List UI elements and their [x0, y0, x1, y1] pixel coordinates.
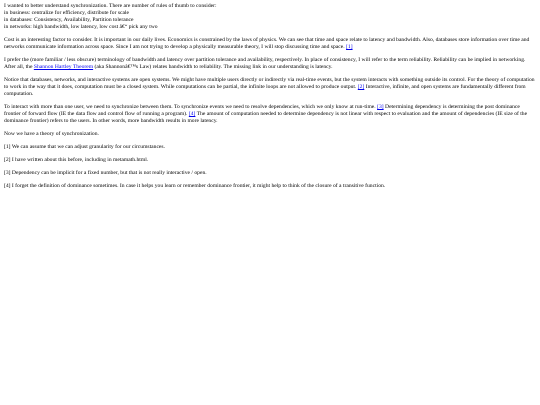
synchronize-text-1: To interact with more than one user, we need to synchronize between them. To synchronize events we need to resolve dependencies, which we only know at run-time. — [4, 104, 376, 110]
rule-business: in business: centralize for efficiency, distribute for scale — [4, 10, 130, 16]
footnote-4: [4] I forget the definition of dominance sometimes. In case it helps you learn or remember dominance frontier, it might help to think of the closure of a transitive function. — [4, 183, 386, 189]
synchronize-paragraph — [4, 104, 536, 125]
synchronize-text-2: Determining dependency is determining the post dominance frontier of forward flow (IE the data flow and control flow of running a program). — [4, 104, 520, 117]
intro-line: I wanted to better understand synchronization. There are number of rules of thumb to consider: — [4, 3, 217, 9]
synchronize-text-3: The amount of computation needed to determine dependency is not linear with respect to evaluation and the amount of dependencies (IE size of the dominance frontier) refers to the users. In other words, more bandwidth results in more latency. — [4, 111, 528, 124]
open-systems-text-after: Interactive, infinite, and open systems are fundamentally different from computation. — [4, 84, 526, 97]
terminology-paragraph — [4, 57, 536, 71]
cost-paragraph — [4, 37, 536, 51]
cost-text: Cost is an interesting factor to consider. It is important in our daily lives. Economics is constrained by the laws of physics. We can see that time and space relate to latency and bandwidth. Also, databases store information over time and networks communicate information across space. Since I am not trying to develop a physically measurable theory, I will stop discussing time and space. — [4, 37, 530, 50]
open-systems-text-before: Notice that databases, networks, and interactive systems are open systems. We might have multiple users directly or indirectly via real-time events, but the system interacts with something outside its control. For the theory of computation to work in the way that it does, computation must be a closed system. While computations can be partial, the infinite loops are not allowed to produce output. — [4, 77, 535, 90]
footnote-link-2[interactable]: [2] — [357, 84, 365, 90]
theory-paragraph: Now we have a theory of synchronization. — [4, 131, 99, 137]
footnote-link-1[interactable]: [1] — [346, 44, 353, 50]
rule-networks: in networks: high bandwidth, low latency, low cost â€“ pick any two — [4, 24, 158, 30]
footnote-3: [3] Dependency can be implicit for a fixed number, but that is not really interactive / open. — [4, 170, 207, 176]
footnote-1: [1] We can assume that we can adjust granularity for our circumstances. — [4, 144, 165, 150]
document-body — [0, 0, 540, 190]
terminology-text-before: I prefer the (more familiar / less obscure) terminology of bandwidth and latency over partition tolerance and availability, respectively. In place of consistency, I will refer to the term reliability. Reliability can be implied in networking. After all, the — [4, 57, 526, 70]
rule-databases: in databases: Consistency, Availability, Partition tolerance — [4, 17, 134, 23]
terminology-text-after: (aka Shannonâ€™s Law) relates bandwidth to reliability. The missing link in our understanding is latency. — [94, 64, 333, 70]
footnote-2: [2] I have written about this before, including in metamath.html. — [4, 157, 149, 163]
open-systems-paragraph — [4, 77, 536, 98]
footnote-link-4[interactable]: [4] — [188, 111, 196, 117]
shannon-hartley-link[interactable]: Shannon Hartley Theorem — [33, 64, 94, 70]
footnote-link-3[interactable]: [3] — [377, 104, 384, 110]
intro-paragraph — [4, 3, 536, 31]
